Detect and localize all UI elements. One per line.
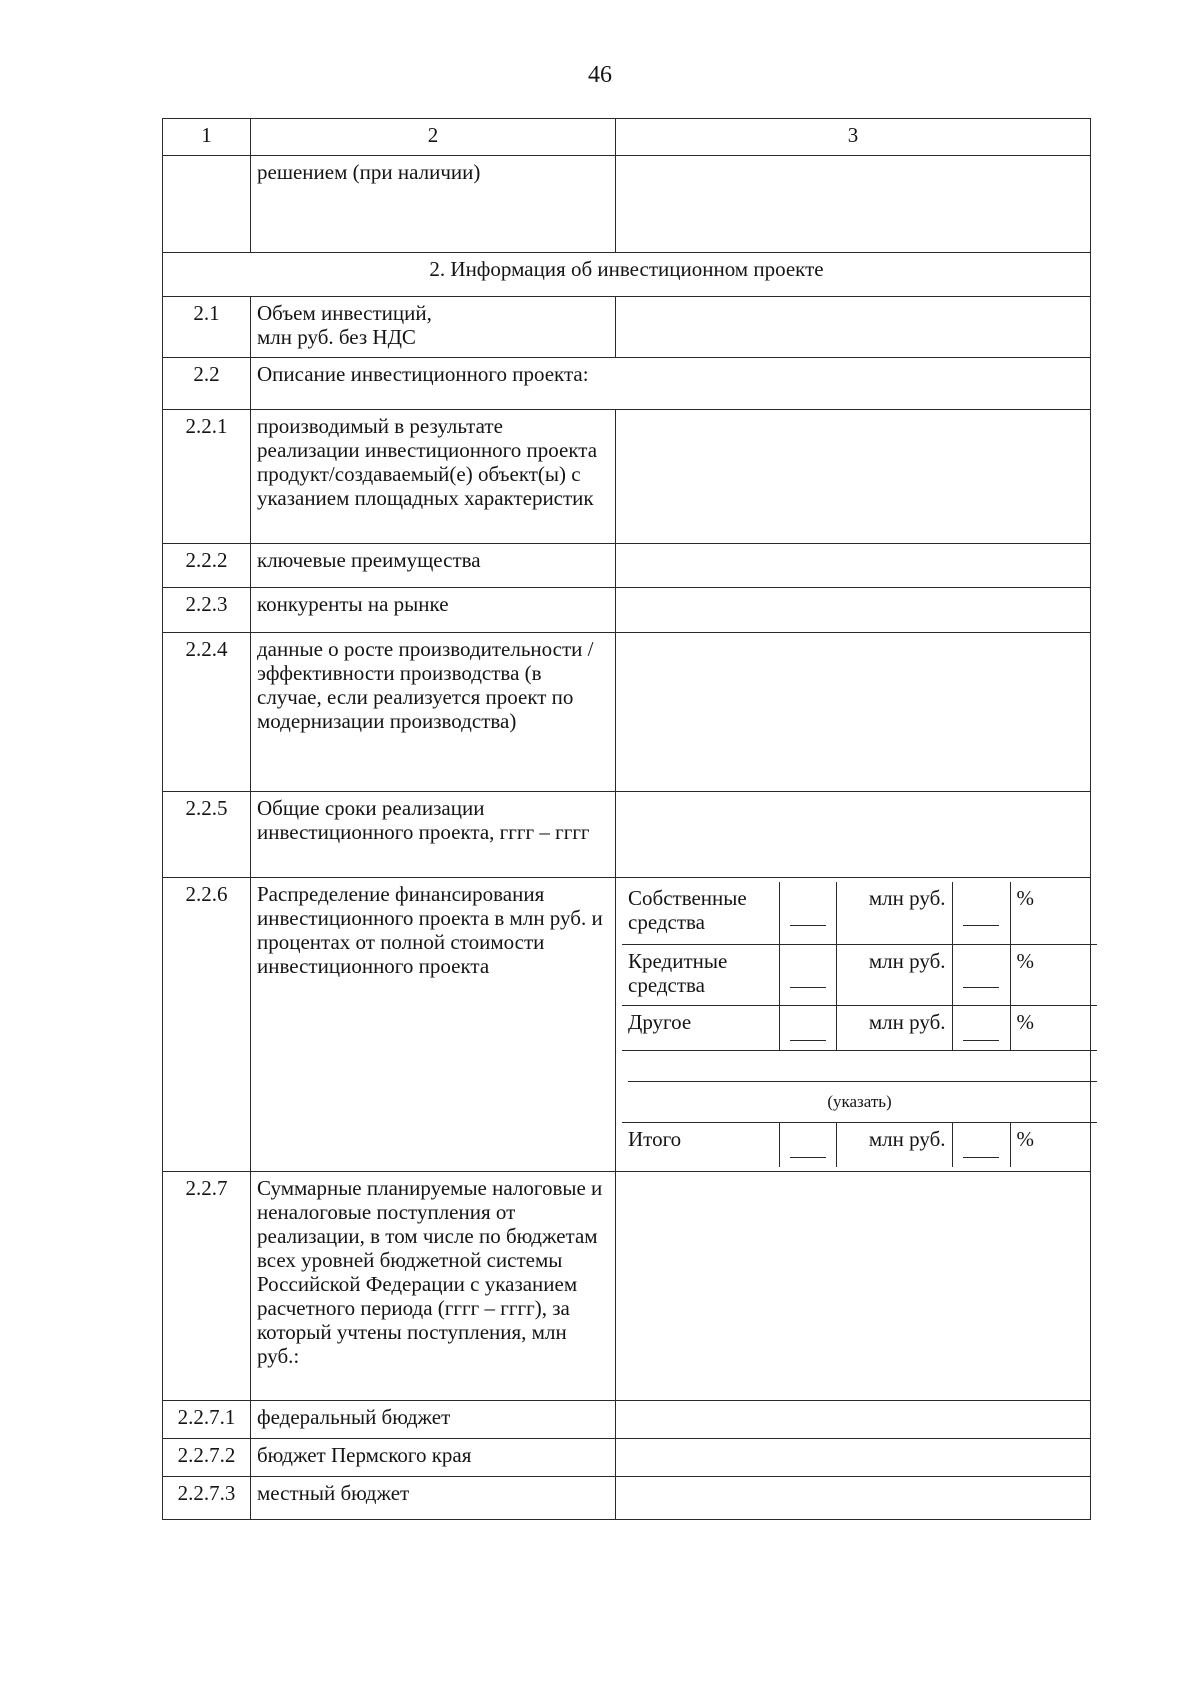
financing-total-amount[interactable] <box>779 1122 836 1167</box>
row-2-2-4-value[interactable] <box>616 633 1091 792</box>
financing-own-row <box>622 882 1097 944</box>
row-2-2-7-num: 2.2.7 <box>163 1171 251 1400</box>
financing-specify-row <box>622 1050 1097 1122</box>
row-2-2-7-1 <box>163 1400 1091 1438</box>
row-2-2-1 <box>163 410 1091 544</box>
row-2-2-4-text: данные о росте производительности / эффективности производства (в случае, если реализуется проект по модернизации производства) <box>251 633 616 792</box>
financing-total-label: Итого <box>622 1122 779 1167</box>
financing-credit-percent-sign: % <box>1010 944 1097 1005</box>
row-2-2-1-num: 2.2.1 <box>163 410 251 544</box>
row-2-2-2 <box>163 544 1091 588</box>
row-2-2-6 <box>163 878 1091 1172</box>
financing-own-unit: млн руб. <box>836 882 952 944</box>
row-2-2-5-num: 2.2.5 <box>163 792 251 878</box>
financing-credit-amount[interactable] <box>779 944 836 1005</box>
row-2-2-text: Описание инвестиционного проекта: <box>251 358 1091 410</box>
row-2-2-3 <box>163 588 1091 633</box>
financing-specify-input[interactable] <box>628 1055 1097 1082</box>
row-2-2-3-value[interactable] <box>616 588 1091 633</box>
financing-other-amount[interactable] <box>779 1005 836 1050</box>
financing-total-row <box>622 1122 1097 1167</box>
row-2-2-5 <box>163 792 1091 878</box>
continued-row <box>163 156 1091 253</box>
page-number: 46 <box>588 62 612 88</box>
row-2-2-3-num: 2.2.3 <box>163 588 251 633</box>
row-2-2-3-text: конкуренты на рынке <box>251 588 616 633</box>
row-2-2-7-2-num: 2.2.7.2 <box>163 1438 251 1476</box>
continued-text: решением (при наличии) <box>251 156 616 253</box>
financing-other-unit: млн руб. <box>836 1005 952 1050</box>
row-2-1 <box>163 297 1091 358</box>
financing-specify-cell <box>622 1050 1097 1122</box>
section-row <box>163 253 1091 297</box>
continued-num <box>163 156 251 253</box>
financing-own-percent-value[interactable] <box>952 882 1010 944</box>
row-2-2-7-3-value[interactable] <box>616 1476 1091 1519</box>
financing-total-unit: млн руб. <box>836 1122 952 1167</box>
row-2-2-6-num: 2.2.6 <box>163 878 251 1172</box>
row-2-2-5-text: Общие сроки реализации инвестиционного проекта, гггг – гггг <box>251 792 616 878</box>
financing-own-percent-sign: % <box>1010 882 1097 944</box>
row-2-2-2-text: ключевые преимущества <box>251 544 616 588</box>
row-2-1-value[interactable] <box>616 297 1091 358</box>
financing-own-amount[interactable] <box>779 882 836 944</box>
financing-other-label: Другое <box>622 1005 779 1050</box>
row-2-2-7-3-num: 2.2.7.3 <box>163 1476 251 1519</box>
section-title: 2. Информация об инвестиционном проекте <box>163 253 1091 297</box>
row-2-2-4 <box>163 633 1091 792</box>
row-2-2-2-value[interactable] <box>616 544 1091 588</box>
header-col-2: 2 <box>251 119 616 156</box>
row-2-2-4-num: 2.2.4 <box>163 633 251 792</box>
row-2-2-1-value[interactable] <box>616 410 1091 544</box>
financing-credit-percent-value[interactable] <box>952 944 1010 1005</box>
row-2-2-1-text: производимый в результате реализации инвестиционного проекта продукт/создаваемый(е) объект(ы) с указанием площадных характеристик <box>251 410 616 544</box>
row-2-2-7-value[interactable] <box>616 1171 1091 1400</box>
row-2-2-7-1-num: 2.2.7.1 <box>163 1400 251 1438</box>
row-2-2-7-2 <box>163 1438 1091 1476</box>
row-2-2-7-text: Суммарные планируемые налоговые и неналоговые поступления от реализации, в том числе по бюджетам всех уровней бюджетной системы Российской Федерации с указанием расчетного периода (гггг – гггг), за который учтены поступления, млн руб.: <box>251 1171 616 1400</box>
financing-other-row <box>622 1005 1097 1050</box>
row-2-2-7-3-text: местный бюджет <box>251 1476 616 1519</box>
financing-specify-label: (указать) <box>827 1091 892 1111</box>
continued-value[interactable] <box>616 156 1091 253</box>
financing-credit-unit: млн руб. <box>836 944 952 1005</box>
row-2-2-7-2-value[interactable] <box>616 1438 1091 1476</box>
investment-form-table <box>162 118 1091 1520</box>
row-2-1-text: Объем инвестиций, млн руб. без НДС <box>251 297 616 358</box>
header-row <box>163 119 1091 156</box>
row-2-2-7-1-text: федеральный бюджет <box>251 1400 616 1438</box>
financing-table <box>622 882 1097 1167</box>
row-2-2-num: 2.2 <box>163 358 251 410</box>
financing-total-percent-value[interactable] <box>952 1122 1010 1167</box>
financing-credit-row <box>622 944 1097 1005</box>
row-2-2-7-1-value[interactable] <box>616 1400 1091 1438</box>
row-2-2-6-text: Распределение финансирования инвестиционного проекта в млн руб. и процентах от полной стоимости инвестиционного проекта <box>251 878 616 1172</box>
header-col-1: 1 <box>163 119 251 156</box>
row-2-2-7 <box>163 1171 1091 1400</box>
row-2-2-5-value[interactable] <box>616 792 1091 878</box>
row-2-1-num: 2.1 <box>163 297 251 358</box>
financing-other-percent-sign: % <box>1010 1005 1097 1050</box>
financing-own-label: Собственные средства <box>622 882 779 944</box>
financing-total-percent-sign: % <box>1010 1122 1097 1167</box>
header-col-3: 3 <box>616 119 1091 156</box>
financing-credit-label: Кредитные средства <box>622 944 779 1005</box>
row-2-2-2-num: 2.2.2 <box>163 544 251 588</box>
row-2-2-7-2-text: бюджет Пермского края <box>251 1438 616 1476</box>
row-2-2 <box>163 358 1091 410</box>
financing-other-percent-value[interactable] <box>952 1005 1010 1050</box>
financing-cell <box>616 878 1091 1172</box>
row-2-2-7-3 <box>163 1476 1091 1519</box>
